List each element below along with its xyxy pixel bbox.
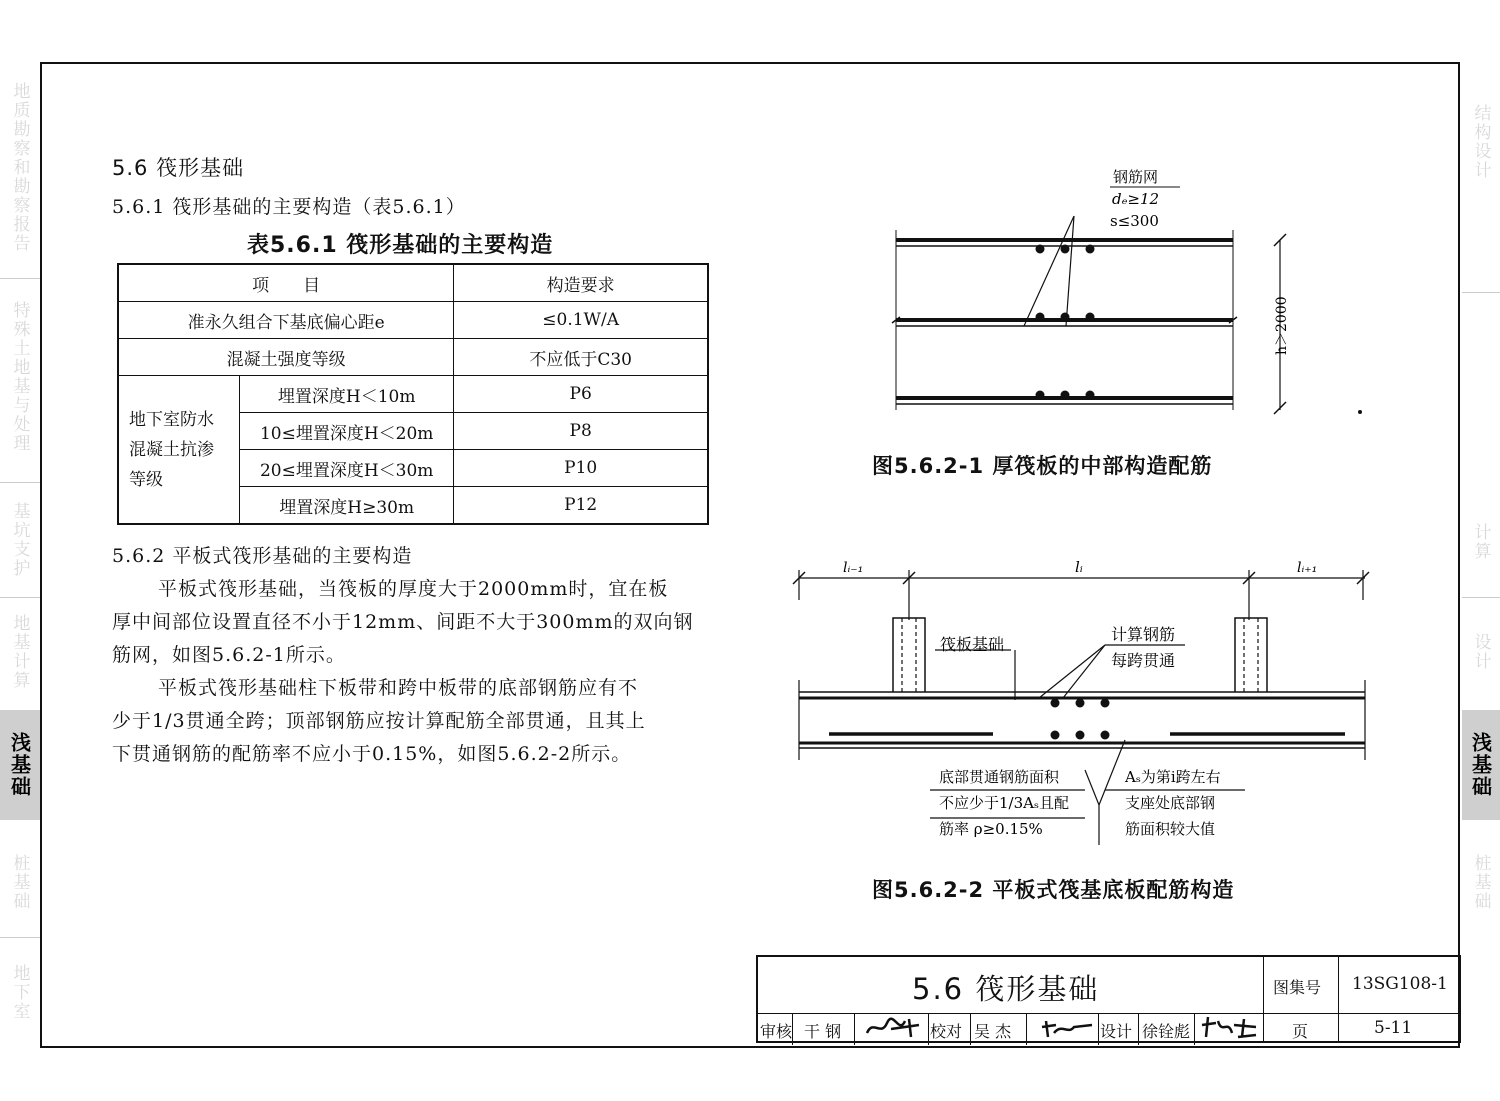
reviewer-name: 干 钢 [804, 1022, 842, 1041]
atlas-number: 13SG108-1 [1352, 974, 1448, 994]
checker-signature [1040, 1015, 1096, 1041]
title-block-title: 5.6 筏形基础 [912, 972, 1100, 1006]
table-cell: 混凝土强度等级 [118, 339, 454, 376]
figure-flat-raft [785, 560, 1385, 850]
table-cell: P6 [454, 376, 708, 413]
checker-name: 吴 杰 [974, 1022, 1012, 1041]
table-header-item: 项 目 [118, 264, 454, 302]
table-cell: 10≤埋置深度H＜20m [240, 413, 454, 450]
fig2-note-right: Aₛ为第i跨左右 [1125, 768, 1221, 786]
fig2-label-l-prev: lᵢ₋₁ [843, 560, 864, 576]
fig2-note-left: 筋率 ρ≥0.15% [939, 820, 1043, 838]
paragraph-line: 厚中间部位设置直径不小于12mm、间距不大于300mm的双向钢 [112, 611, 694, 633]
check-label: 校对 [930, 1022, 963, 1041]
table-cell: P8 [454, 413, 708, 450]
fig2-note-right: 筋面积较大值 [1125, 820, 1216, 838]
table-cell: 埋置深度H＜10m [240, 376, 454, 413]
sidebar-tab[interactable]: 桩基础 [9, 853, 30, 911]
paragraph-line: 平板式筏形基础柱下板带和跨中板带的底部钢筋应有不 [158, 677, 639, 699]
fig2-note-left: 底部贯通钢筋面积 [939, 768, 1060, 786]
title-block [756, 955, 1461, 1043]
table-caption: 表5.6.1 筏形基础的主要构造 [247, 233, 554, 258]
sidebar-tab[interactable]: 计算 [1470, 523, 1491, 561]
atlas-label: 图集号 [1273, 978, 1322, 997]
fig1-caption: 图5.6.2-1 厚筏板的中部构造配筋 [872, 454, 1213, 478]
fig2-label-calc1: 计算钢筋 [1111, 625, 1176, 644]
paragraph-line: 少于1/3贯通全跨；顶部钢筋应按计算配筋全部贯通，且其上 [112, 710, 646, 732]
sidebar-tab[interactable]: 地质勘察和勘察报告 [9, 81, 30, 253]
sidebar-tab[interactable]: 设计 [1470, 633, 1491, 671]
table-cell: 准永久组合下基底偏心距e [118, 302, 454, 339]
subsection-heading: 5.6.2 平板式筏形基础的主要构造 [112, 545, 413, 567]
table-cell: P10 [454, 450, 708, 487]
spec-table [117, 263, 709, 525]
table-cell: ≤0.1W/A [454, 302, 708, 339]
review-label: 审核 [760, 1022, 793, 1041]
fig2-note-right: 支座处底部钢 [1125, 794, 1216, 812]
table-row [118, 339, 708, 376]
left-sidebar [0, 62, 40, 1048]
sidebar-tab[interactable]: 地下室 [9, 963, 30, 1021]
table-header-req: 构造要求 [454, 264, 708, 302]
paragraph-line: 下贯通钢筋的配筋率不应小于0.15%，如图5.6.2-2所示。 [112, 743, 632, 765]
table-header-row [118, 264, 708, 302]
design-label: 设计 [1100, 1022, 1133, 1041]
paragraph-line: 筋网，如图5.6.2-1所示。 [112, 644, 346, 666]
fig2-label-l-next: lᵢ₊₁ [1297, 560, 1318, 576]
sidebar-tab-active[interactable]: 浅基础 [0, 710, 40, 820]
page-number: 5-11 [1374, 1018, 1413, 1038]
sidebar-tab[interactable]: 桩基础 [1470, 853, 1491, 911]
table-row [118, 302, 708, 339]
sidebar-tab[interactable]: 特殊土地基与处理 [9, 301, 30, 453]
designer-name: 徐铨彪 [1142, 1022, 1191, 1041]
subsection-heading: 5.6.1 筏形基础的主要构造（表5.6.1） [112, 196, 466, 218]
fig2-label-raft: 筏板基础 [940, 635, 1005, 654]
reviewer-signature [863, 1015, 923, 1041]
fig2-note-left: 不应少于1/3Aₛ且配 [939, 794, 1070, 812]
paragraph-line: 平板式筏形基础，当筏板的厚度大于2000mm时，宜在板 [158, 578, 669, 600]
fig1-label-h: h＞2000 [1274, 296, 1290, 355]
sidebar-tab-active[interactable]: 浅基础 [1462, 710, 1500, 820]
fig2-label-calc2: 每跨贯通 [1111, 651, 1176, 670]
fig1-label-s: s≤300 [1110, 212, 1159, 230]
fig2-caption: 图5.6.2-2 平板式筏基底板配筋构造 [872, 878, 1235, 902]
table-cell: 不应低于C30 [454, 339, 708, 376]
fig1-label-d: dₑ≥12 [1112, 190, 1160, 208]
page-label: 页 [1292, 1022, 1309, 1041]
section-heading: 5.6 筏形基础 [112, 156, 245, 180]
figure-thick-raft [860, 160, 1380, 430]
table-row [118, 376, 708, 413]
sidebar-tab[interactable]: 地基计算 [9, 614, 30, 690]
fig2-label-l: lᵢ [1075, 560, 1083, 576]
sidebar-tab[interactable]: 基坑支护 [9, 502, 30, 578]
table-cell: P12 [454, 487, 708, 525]
table-cell: 埋置深度H≥30m [240, 487, 454, 525]
table-cell: 20≤埋置深度H＜30m [240, 450, 454, 487]
table-group-label: 地下室防水 混凝土抗渗 等级 [118, 376, 240, 525]
fig1-label-mesh: 钢筋网 [1113, 168, 1159, 186]
right-sidebar [1462, 62, 1500, 1048]
sidebar-tab[interactable]: 结构设计 [1470, 104, 1491, 180]
designer-signature [1198, 1015, 1260, 1041]
